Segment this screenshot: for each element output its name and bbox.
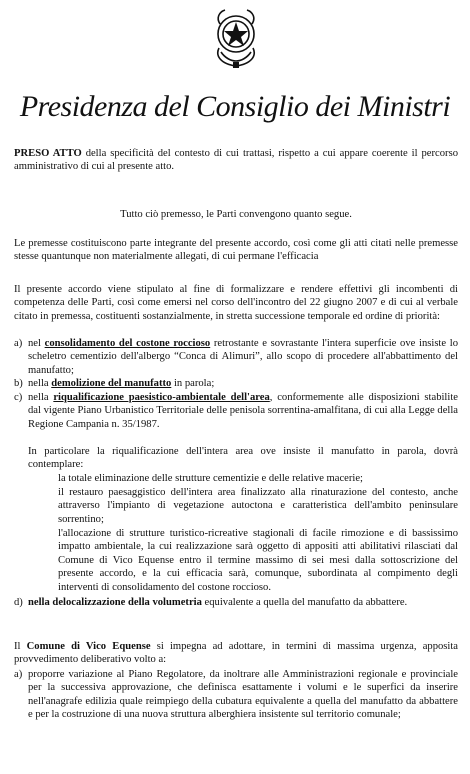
list-item-text: nella delocalizzazione della volumetria equivalente a quella del manufatto da abbattere. — [28, 597, 408, 608]
list-item-text: nella demolizione del manufatto in parola; — [28, 378, 215, 389]
paragraph-c-intro: In particolare la riqualificazione dell'intera area ove insiste il manufatto in parola, dovrà contemplare: — [28, 446, 458, 471]
paragraph-comune: Il Comune di Vico Equense si impegna ad adottare, in termini di massima urgenza, apposita provvedimento deliberativo volto a: — [14, 641, 458, 666]
paragraph-text: della specificità del contesto di cui trattasi, rispetto a cui appare coerente il percorso amministrativo di cui al presente atto. — [14, 148, 458, 173]
paragraph-lead: PRESO ATTO — [14, 148, 82, 159]
italian-republic-emblem-icon — [211, 4, 261, 70]
list-item-text: nella riqualificazione paesistico-ambientale dell'area, conformemente alle disposizioni stabilite dal vigente Piano Urbanistico Territoriale delle penisola sorrentina-amalfitana, di cui alla Legge della Regione Campania n. 35/1987. — [28, 392, 458, 430]
paragraph-accordo: Il presente accordo viene stipulato al fine di formalizzare e rendere effettivi gli incombenti di competenza delle Parti, così come emersi nel corso dell'incontro del 22 giugno 2007 e di cui al verbale citato in premessa, costituenti sostanzialmente, in stretta successione temporale ed ordine di priorità: — [14, 284, 458, 322]
comune-name: Comune di Vico Equense — [26, 641, 151, 652]
list-item-a2 — [14, 668, 458, 768]
list-marker: b) — [14, 378, 23, 389]
paragraph-preso-atto — [14, 147, 458, 174]
masthead-title: Presidenza del Consiglio dei Ministri — [19, 90, 451, 123]
paragraph-premesse: Le premesse costituiscono parte integrante del presente accordo, così come gli atti citati nelle premesse stesse quantunque non materialmente allegati, di cui permane l'efficacia — [14, 238, 458, 263]
list-marker: d) — [14, 597, 23, 608]
sub-item-3: l'allocazione di strutture turistico-ricreative stagionali di facile rimozione e di bassissimo impatto ambientale, la cui realizzazione sarà oggetto di appositi atti abilitativi rilasciati dal Comune di Vico Equense entro il termine massimo di sei mesi dalla sottoscrizione del presente accordo, e la cui efficacia sarà, comunque, subordinata al compimento degli interventi di consolidamento del costone roccioso. — [58, 528, 458, 593]
list-item-c — [14, 391, 458, 445]
list-marker: a) — [14, 338, 23, 349]
sub-item-2: il restauro paesaggistico dell'intera area finalizzato alla rinaturazione del contesto, anche attraverso l'impianto di vegetazione autoctona e caratteristica dell'ambito peninsulare sorrentino; — [58, 487, 458, 525]
list-item-d — [14, 596, 458, 624]
list-item-a — [14, 337, 458, 377]
list-item-text: proporre variazione al Piano Regolatore, da inoltrare alle Amministrazioni regionale e provinciale per la successiva approvazione, che definisca esattamente i volumi e le superfici da inserire nell'anagrafe edilizia quale reimpiego della cubatura equivalente a quella del manufatto da abbattere e per la costruzione di una nuova struttura alberghiera insistente sul territorio comunale; — [28, 669, 458, 721]
paragraph-premesso: Tutto ciò premesso, le Parti convengono quanto segue. — [120, 209, 352, 220]
list-marker: a) — [14, 669, 23, 680]
list-item-b — [14, 377, 458, 391]
list-marker: c) — [14, 392, 23, 403]
sub-item-1: la totale eliminazione delle strutture cementizie e delle relative macerie; — [58, 473, 364, 484]
list-item-text: nel consolidamento del costone roccioso retrostante e sovrastante l'intera superficie ove insiste lo scheletro cementizio dell'albergo “Conca di Alimuri”, allo scopo di procedere all'abbattimento del manufatto; — [28, 338, 458, 376]
